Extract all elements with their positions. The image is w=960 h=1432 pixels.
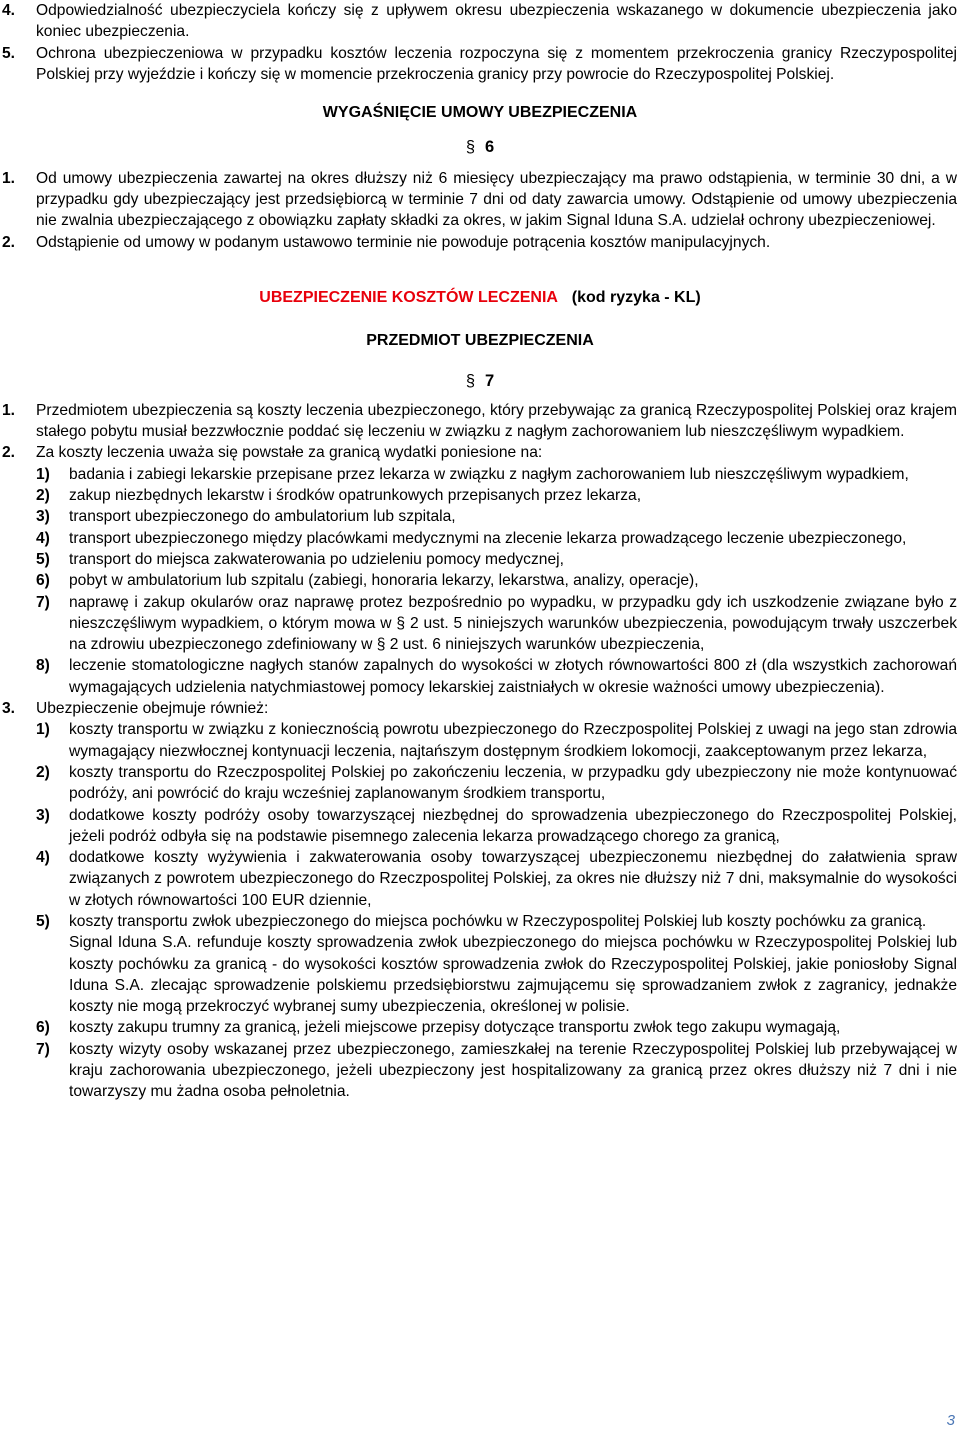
section-number: 7 bbox=[485, 371, 495, 390]
list-item bbox=[0, 528, 960, 549]
list-item-text: naprawę i zakup okularów oraz naprawę protez bezpośrednio po wypadku, w przypadku gdy ich uszkodzenie związane było z nieszczęśliwym wypadkiem, o którym mowa w § 2 ust. 5 niniejszych warunków ubezpieczenia, powodującym trwały uszczerbek na zdrowiu ubezpieczonego zdefiniowany w § 2 ust. 6 niniejszych warunków ubezpieczenia, bbox=[69, 593, 957, 654]
list-item bbox=[0, 762, 960, 805]
section-symbol: § bbox=[465, 138, 475, 157]
clause-6-2 bbox=[0, 232, 960, 253]
list-item-text: pobyt w ambulatorium lub szpitalu (zabiegi, honoraria lekarzy, lekarstwa, analizy, operacje), bbox=[69, 572, 699, 590]
list-item-number: 3) bbox=[36, 508, 50, 526]
list-item-number: 8) bbox=[36, 657, 50, 675]
clause-5 bbox=[0, 43, 960, 86]
list-item-number: 2) bbox=[36, 763, 50, 781]
section-number: 6 bbox=[485, 138, 495, 157]
list-item-text: koszty transportu zwłok ubezpieczonego do miejsca pochówku w Rzeczypospolitej Polskiej lub koszty pochówku za granicą. bbox=[69, 912, 927, 930]
list-item-text: badania i zabiegi lekarskie przepisane przez lekarza w związku z nagłym zachorowaniem lub nieszczęśliwym wypadkiem, bbox=[69, 465, 909, 483]
clause-text: Ochrona ubezpieczeniowa w przypadku kosztów leczenia rozpoczyna się z momentem przekroczenia granicy Rzeczypospolitej Polskiej przy wyjeździe i kończy się w momencie przekroczenia granicy przy powrocie do Rzeczypospolitej Polskiej. bbox=[36, 44, 957, 83]
clause-text: Ubezpieczenie obejmuje również: bbox=[36, 700, 269, 718]
risk-code: (kod ryzyka - KL) bbox=[571, 288, 701, 306]
clause-6-1 bbox=[0, 168, 960, 232]
list-item-number: 4) bbox=[36, 849, 50, 867]
list-item-number: 5) bbox=[36, 550, 50, 568]
clause-number: 1. bbox=[2, 169, 16, 187]
list-item-text: zakup niezbędnych lekarstw i środków opatrunkowych przepisanych przez lekarza, bbox=[69, 487, 642, 505]
list-item-text: dodatkowe koszty podróży osoby towarzyszącej niezbędnej do sprowadzenia ubezpieczonego do Rzeczpospolitej Polskiej, jeżeli podróż odbyła się na podstawie pisemnego zalecenia lekarza prowadzącego chorego za granicą, bbox=[69, 806, 957, 845]
clause-text: Odpowiedzialność ubezpieczyciela kończy się z upływem okresu ubezpieczenia wskazanego w dokumencie ubezpieczenia jako koniec ubezpieczenia. bbox=[36, 2, 957, 41]
list-item bbox=[0, 1039, 960, 1103]
clause-text: Przedmiotem ubezpieczenia są koszty leczenia ubezpieczonego, który przebywając za granicą Rzeczypospolitej Polskiej oraz krajem stałego pobytu musiał bezzwłocznie poddać się leczeniu w związku z nagłym zachorowaniem lub nieszczęśliwym wypadkiem. bbox=[36, 401, 957, 441]
list-item bbox=[0, 911, 960, 932]
section-symbol: § bbox=[465, 371, 475, 390]
clause-7-2 bbox=[0, 442, 960, 463]
clause-number: 5. bbox=[2, 44, 16, 62]
list-item bbox=[0, 655, 960, 698]
clause-7-1 bbox=[0, 400, 960, 443]
clause-number: 2. bbox=[2, 233, 16, 251]
list-item-text: transport ubezpieczonego między placówkami medycznymi na zlecenie lekarza prowadzącego leczenie ubezpieczonego, bbox=[69, 529, 907, 547]
clause-number: 1. bbox=[2, 401, 16, 419]
section-6-title: WYGAŚNIĘCIE UMOWY UBEZPIECZENIA bbox=[322, 104, 638, 122]
list-item-number: 1) bbox=[36, 465, 50, 483]
sub-list-7-2 bbox=[0, 464, 960, 698]
list-item-text: leczenie stomatologiczne nagłych stanów zapalnych do wysokości w złotych równowartości 800 zł (dla wszystkich zachorowań wymagających udzielenia natychmiastowej pomocy lekarskiej zaistniałych w okresie ważności umowy ubezpieczenia). bbox=[69, 657, 957, 696]
list-item-number: 6) bbox=[36, 1019, 50, 1037]
list-item bbox=[0, 847, 960, 911]
list-item-text: koszty wizyty osoby wskazanej przez ubezpieczonego, zamieszkałej na terenie Rzeczypospolitej Polskiej lub przebywającej w kraju zachorowania ubezpieczonego, jeżeli ubezpieczony jest hospitalizowany za granicą przez okres dłuższy niż 7 dni i nie towarzyszy mu żadna osoba pełnoletnia. bbox=[69, 1040, 957, 1101]
list-item-number: 3) bbox=[36, 806, 50, 824]
list-item-number: 5) bbox=[36, 912, 50, 930]
list-item bbox=[0, 1017, 960, 1038]
list-item-number: 7) bbox=[36, 593, 50, 611]
list-item-number: 1) bbox=[36, 721, 50, 739]
list-item bbox=[0, 592, 960, 656]
list-item-text: koszty transportu w związku z koniecznością powrotu ubezpieczonego do Rzeczpospolitej Polskiej z uwagi na jego stan zdrowia wymagający niezwłocznej kontynuacji leczenia, najtańszym dostępnym środkiem lokomocji, zaakceptowanym przez lekarza, bbox=[69, 721, 957, 760]
clause-text: Za koszty leczenia uważa się powstałe za granicą wydatki poniesione na: bbox=[36, 444, 543, 462]
list-item-number: 2) bbox=[36, 487, 50, 505]
clause-number: 4. bbox=[2, 2, 16, 19]
kl-heading bbox=[0, 287, 960, 308]
paragraph-7-marker bbox=[0, 371, 960, 392]
list-item bbox=[0, 464, 960, 485]
list-item bbox=[0, 485, 960, 506]
list-item-text: transport do miejsca zakwaterowania po udzieleniu pomocy medycznej, bbox=[69, 550, 564, 568]
list-item-number: 7) bbox=[36, 1040, 50, 1058]
section-7-title: PRZEDMIOT UBEZPIECZENIA bbox=[366, 332, 594, 350]
refund-paragraph: Signal Iduna S.A. refunduje koszty sprowadzenia zwłok ubezpieczonego do miejsca pochówku w Rzeczypospolitej Polskiej lub koszty pochówku za granicą - do wysokości kosztów sprowadzenia zwłok do Rzeczypospolitej Polskiej, jakie poniosłoby Signal Iduna S.A. zlecając sprowadzenie polskiemu przedsiębiorstwu zajmującemu się sprowadzaniem zwłok z zagranicy, jednakże koszty nie mogą przekroczyć wybranej sumy ubezpieczenia, określonej w polisie. bbox=[69, 934, 957, 1016]
list-item bbox=[0, 570, 960, 591]
list-item bbox=[0, 506, 960, 527]
list-item-number: 6) bbox=[36, 572, 50, 590]
paragraph-6-marker bbox=[0, 137, 960, 158]
clause-4 bbox=[0, 0, 960, 43]
list-item bbox=[0, 719, 960, 762]
clause-7-3 bbox=[0, 698, 960, 719]
list-item-text: transport ubezpieczonego do ambulatorium lub szpitala, bbox=[69, 508, 456, 526]
page-number: 3 bbox=[946, 1412, 955, 1429]
list-item-text: dodatkowe koszty wyżywienia i zakwaterowania osoby towarzyszącej ubezpieczonemu niezbędnej do załatwienia spraw związanych z powrotem ubezpieczonego do Rzeczpospolitej Polskiej, za okres nie dłuższy niż 7 dni, maksymalnie do wysokości w złotych równowartości 100 EUR dziennie, bbox=[69, 849, 957, 909]
clause-text: Odstąpienie od umowy w podanym ustawowo terminie nie powoduje potrącenia kosztów manipulacyjnych. bbox=[36, 233, 771, 251]
list-item-text: koszty transportu do Rzeczpospolitej Polskiej po zakończeniu leczenia, w przypadku gdy ubezpieczony nie może kontynuować podróży, ani powrócić do kraju wcześniej zaplanowanym środkiem transportu, bbox=[69, 763, 957, 803]
clause-number: 2. bbox=[2, 444, 16, 462]
sub-list-7-3 bbox=[0, 719, 960, 1102]
clause-text: Od umowy ubezpieczenia zawartej na okres dłuższy niż 6 miesięcy ubezpieczający ma prawo odstąpienia, w terminie 30 dni, a w przypadku gdy ubezpieczający jest przedsiębiorcą w terminie 7 dni od daty zawarcia umowy. Odstąpienie od umowy ubezpieczenia nie zwalnia ubezpieczającego z obowiązku zapłaty składki za okres, w jakim Signal Iduna S.A. udzielał ochrony ubezpieczeniowej. bbox=[36, 169, 957, 230]
clause-number: 3. bbox=[2, 700, 16, 718]
list-item bbox=[0, 549, 960, 570]
list-item-text: koszty zakupu trumny za granicą, jeżeli miejscowe przepisy dotyczące transportu zwłok tego zakupu wymagają, bbox=[69, 1019, 841, 1037]
list-item bbox=[0, 805, 960, 848]
kl-title: UBEZPIECZENIE KOSZTÓW LECZENIA bbox=[259, 288, 558, 306]
list-item-number: 4) bbox=[36, 529, 50, 547]
